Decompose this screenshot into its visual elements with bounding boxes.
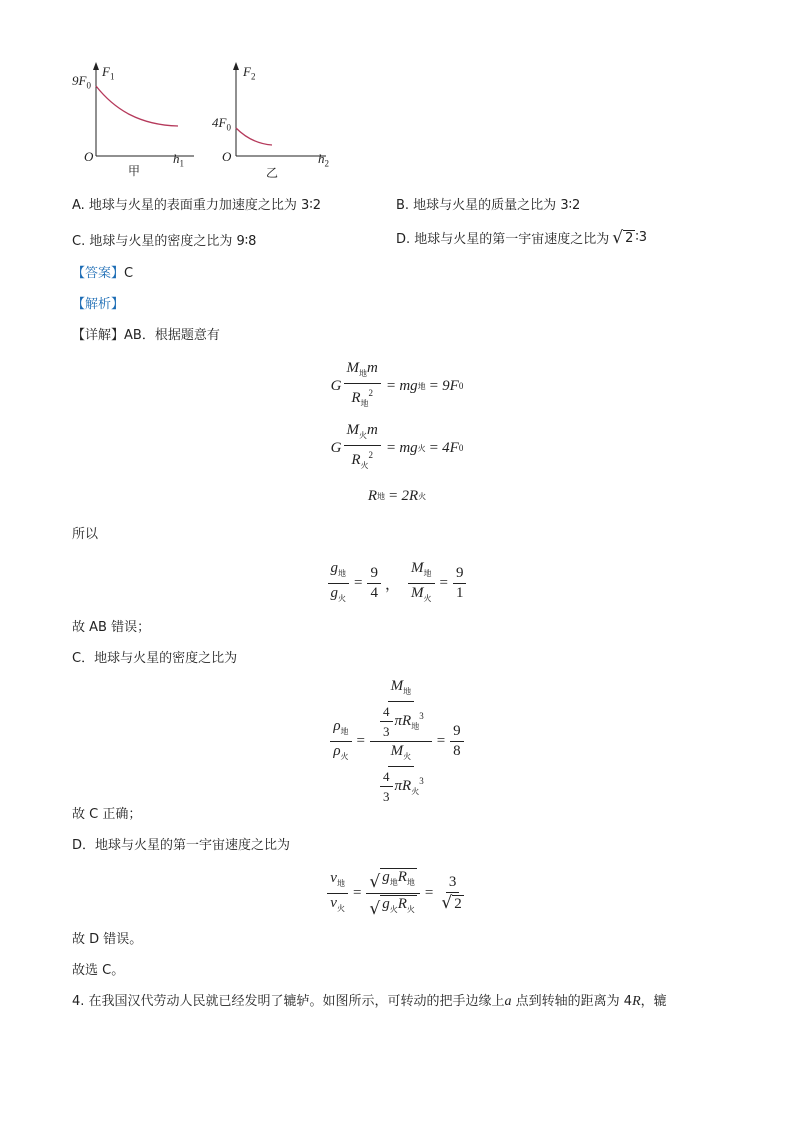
next-question: 4. 在我国汉代劳动人民就已经发明了辘轳。如图所示，可转动的把手边缘上a 点到转轴的距离为 4R，辘 [72,994,667,1009]
option-a: A. 地球与火星的表面重力加速度之比为 3∶2 [72,198,321,213]
graph-jia-ylabel: $F_1$ [102,64,115,82]
choose-text: 故选 C。 [72,963,125,978]
d-heading: D．地球与火星的第一宇宙速度之比为 [72,838,291,853]
ab-wrong-text: 故 AB 错误； [72,620,151,635]
equation-earth-gravity: G $\frac{M_地m}{R_地^2}$ = mg 地 = 9F 0 [330,360,464,408]
graph-jia-caption: 甲 [128,164,141,178]
graph-jia-start: $9F_0$ [72,73,91,91]
c-right-text: 故 C 正确； [72,807,142,822]
graph-yi-start: $4F_0$ [212,115,231,133]
curve-f1 [96,86,178,126]
option-c: C. 地球与火星的密度之比为 9∶8 [72,234,257,249]
graph-yi-caption: 乙 [266,166,279,180]
option-d-sqrt: √ 2 [612,227,634,248]
graph-jia-origin: O [84,149,94,164]
graph-yi-origin: O [222,149,232,164]
c-heading: C．地球与火星的密度之比为 [72,651,238,666]
d-wrong-text: 故 D 错误。 [72,932,143,947]
equation-radius: R 地 = 2R 火 [367,488,427,504]
suoyi-text: 所以 [72,527,99,542]
option-b: B. 地球与火星的质量之比为 3∶2 [396,198,581,213]
curve-f2 [236,128,272,145]
analysis-label: 【解析】 [72,297,125,312]
answer-line: 【答案】C [72,266,134,281]
equation-ratios: $\frac{g_地}{g_火}$ = $\frac{9}{4}$ ， $\frac{M_地}{M_火}$ = $\frac{9}{1}$ [0,560,794,607]
equation-velocity: $\frac{v_地}{v_火}$ = √ $g_地R_地$ √ $g_火R_火$ = 3 √ 2 [0,868,794,919]
option-d: D. 地球与火星的第一宇宙速度之比为 √ 2 ∶3 [396,227,648,248]
graph-jia-xlabel: $h_1$ [173,151,184,169]
detail-line: 【详解】AB．根据题意有 [72,328,220,343]
equation-density: $\frac{\rho_地}{\rho_火}$ = $M_地$ $\frac{4}{3}$ $\pi R_地^3$ $M_火$ $\frac{4}{3}$ $\pi R_火^3$ = $\frac{9}{8}$ [0,678,794,805]
equation-mars-gravity: G $\frac{M_火m}{R_火^2}$ = mg 火 = 4F 0 [330,422,464,470]
graph-yi-ylabel: $F_2$ [243,64,256,82]
graph-yi-xlabel: $h_2$ [318,151,329,169]
